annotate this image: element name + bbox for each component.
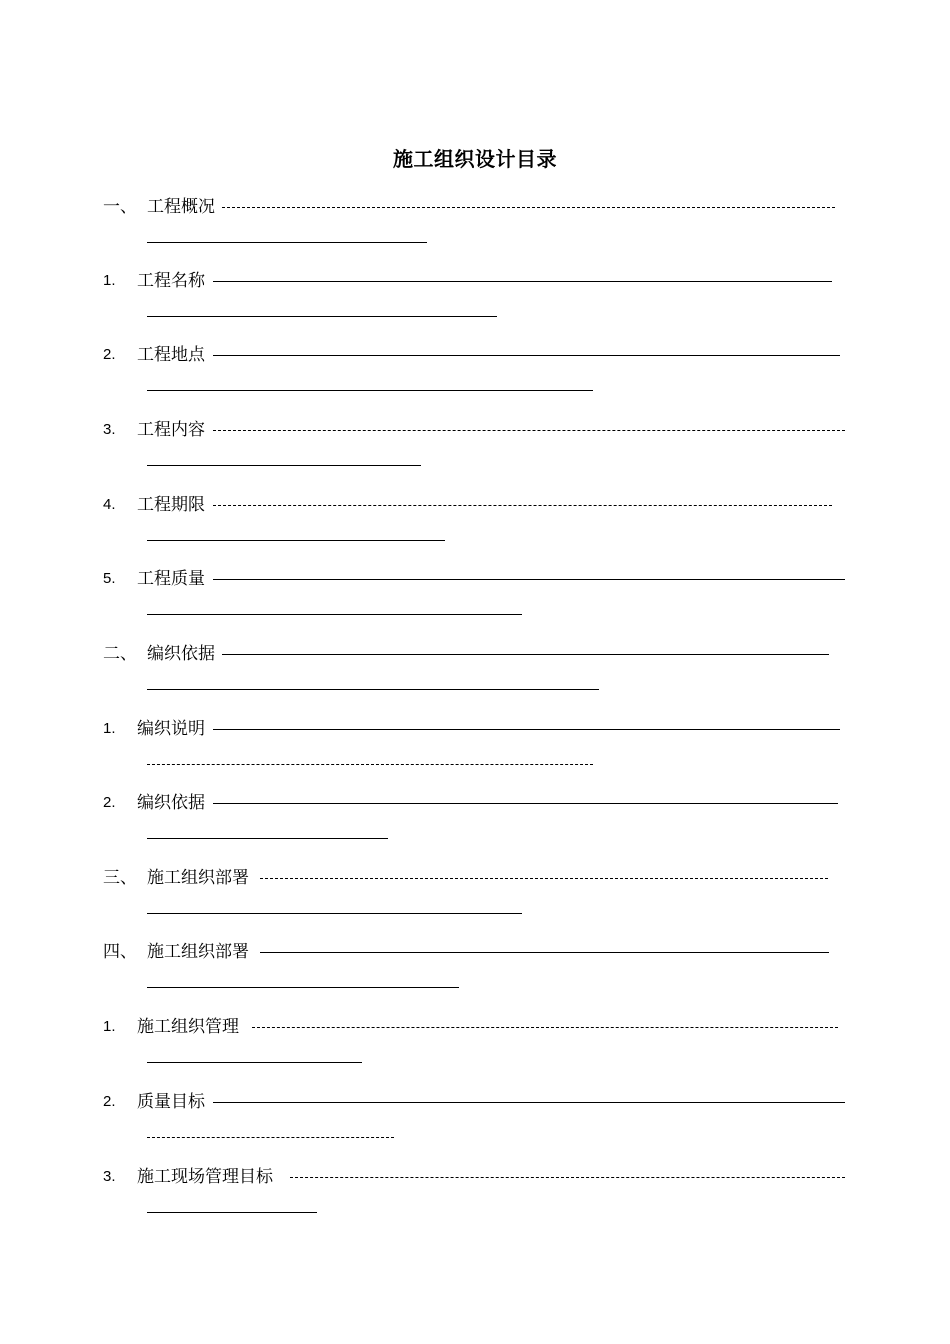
toc-entry-number: 2. [103, 794, 116, 811]
toc-entry[interactable] [0, 1091, 950, 1151]
toc-leader-continued [147, 465, 421, 466]
toc-leader [213, 355, 840, 356]
toc-entry-number: 四、 [103, 942, 137, 962]
toc-entry[interactable] [0, 941, 950, 1001]
toc-leader-continued [147, 316, 497, 317]
toc-leader [213, 430, 845, 431]
toc-entry-number: 二、 [103, 644, 137, 664]
toc-leader [213, 729, 840, 730]
toc-leader-continued [147, 913, 522, 914]
toc-entry[interactable] [0, 494, 950, 554]
toc-leader [222, 654, 829, 655]
toc-entry[interactable] [0, 867, 950, 927]
toc-entry[interactable] [0, 792, 950, 852]
toc-leader-continued [147, 689, 599, 690]
toc-entry-label: 施工组织部署 [147, 868, 249, 888]
toc-entry-number: 4. [103, 496, 116, 513]
toc-leader [260, 878, 828, 879]
toc-entry[interactable] [0, 718, 950, 778]
toc-entry-label: 质量目标 [137, 1092, 205, 1112]
toc-entry-label: 工程地点 [137, 345, 205, 365]
toc-entry-number: 1. [103, 1018, 116, 1035]
toc-leader-continued [147, 540, 445, 541]
toc-entry[interactable] [0, 344, 950, 404]
toc-entry-number: 3. [103, 421, 116, 438]
toc-leader-continued [147, 1212, 317, 1213]
toc-leader [213, 803, 838, 804]
toc-entry-label: 编织依据 [137, 793, 205, 813]
toc-leader [213, 579, 845, 580]
toc-entry[interactable] [0, 419, 950, 479]
toc-leader [213, 505, 832, 506]
toc-entry[interactable] [0, 568, 950, 628]
toc-leader [290, 1177, 845, 1178]
toc-entry-label: 编织说明 [137, 719, 205, 739]
toc-leader-continued [147, 242, 427, 243]
toc-leader-continued [147, 1137, 394, 1138]
toc-entry-number: 2. [103, 346, 116, 363]
toc-entry[interactable] [0, 643, 950, 703]
toc-entry-number: 3. [103, 1168, 116, 1185]
toc-entry[interactable] [0, 270, 950, 330]
toc-entry-label: 编织依据 [147, 644, 215, 664]
toc-leader [213, 1102, 845, 1103]
toc-leader-continued [147, 614, 522, 615]
toc-entry-label: 工程名称 [137, 271, 205, 291]
toc-entry-label: 施工组织管理 [137, 1017, 239, 1037]
toc-leader [222, 207, 835, 208]
toc-entry[interactable] [0, 1016, 950, 1076]
toc-entry-label: 工程期限 [137, 495, 205, 515]
page-title: 施工组织设计目录 [393, 147, 557, 171]
toc-entry-number: 2. [103, 1093, 116, 1110]
toc-entry-number: 三、 [103, 868, 137, 888]
toc-entry-number: 一、 [103, 197, 137, 217]
toc-leader-continued [147, 838, 388, 839]
toc-leader-continued [147, 390, 593, 391]
toc-entry-label: 工程概况 [147, 197, 215, 217]
toc-leader [213, 281, 832, 282]
toc-leader-continued [147, 1062, 362, 1063]
toc-entry-label: 施工现场管理目标 [137, 1167, 273, 1187]
toc-entry-label: 工程内容 [137, 420, 205, 440]
toc-entry-label: 施工组织部署 [147, 942, 249, 962]
toc-entry-label: 工程质量 [137, 569, 205, 589]
toc-leader-continued [147, 987, 459, 988]
toc-entry-number: 5. [103, 570, 116, 587]
toc-entry[interactable] [0, 196, 950, 256]
toc-entry-number: 1. [103, 272, 116, 289]
toc-entry[interactable] [0, 1166, 950, 1226]
toc-leader-continued [147, 764, 593, 765]
toc-entry-number: 1. [103, 720, 116, 737]
toc-leader [252, 1027, 838, 1028]
toc-leader [260, 952, 829, 953]
